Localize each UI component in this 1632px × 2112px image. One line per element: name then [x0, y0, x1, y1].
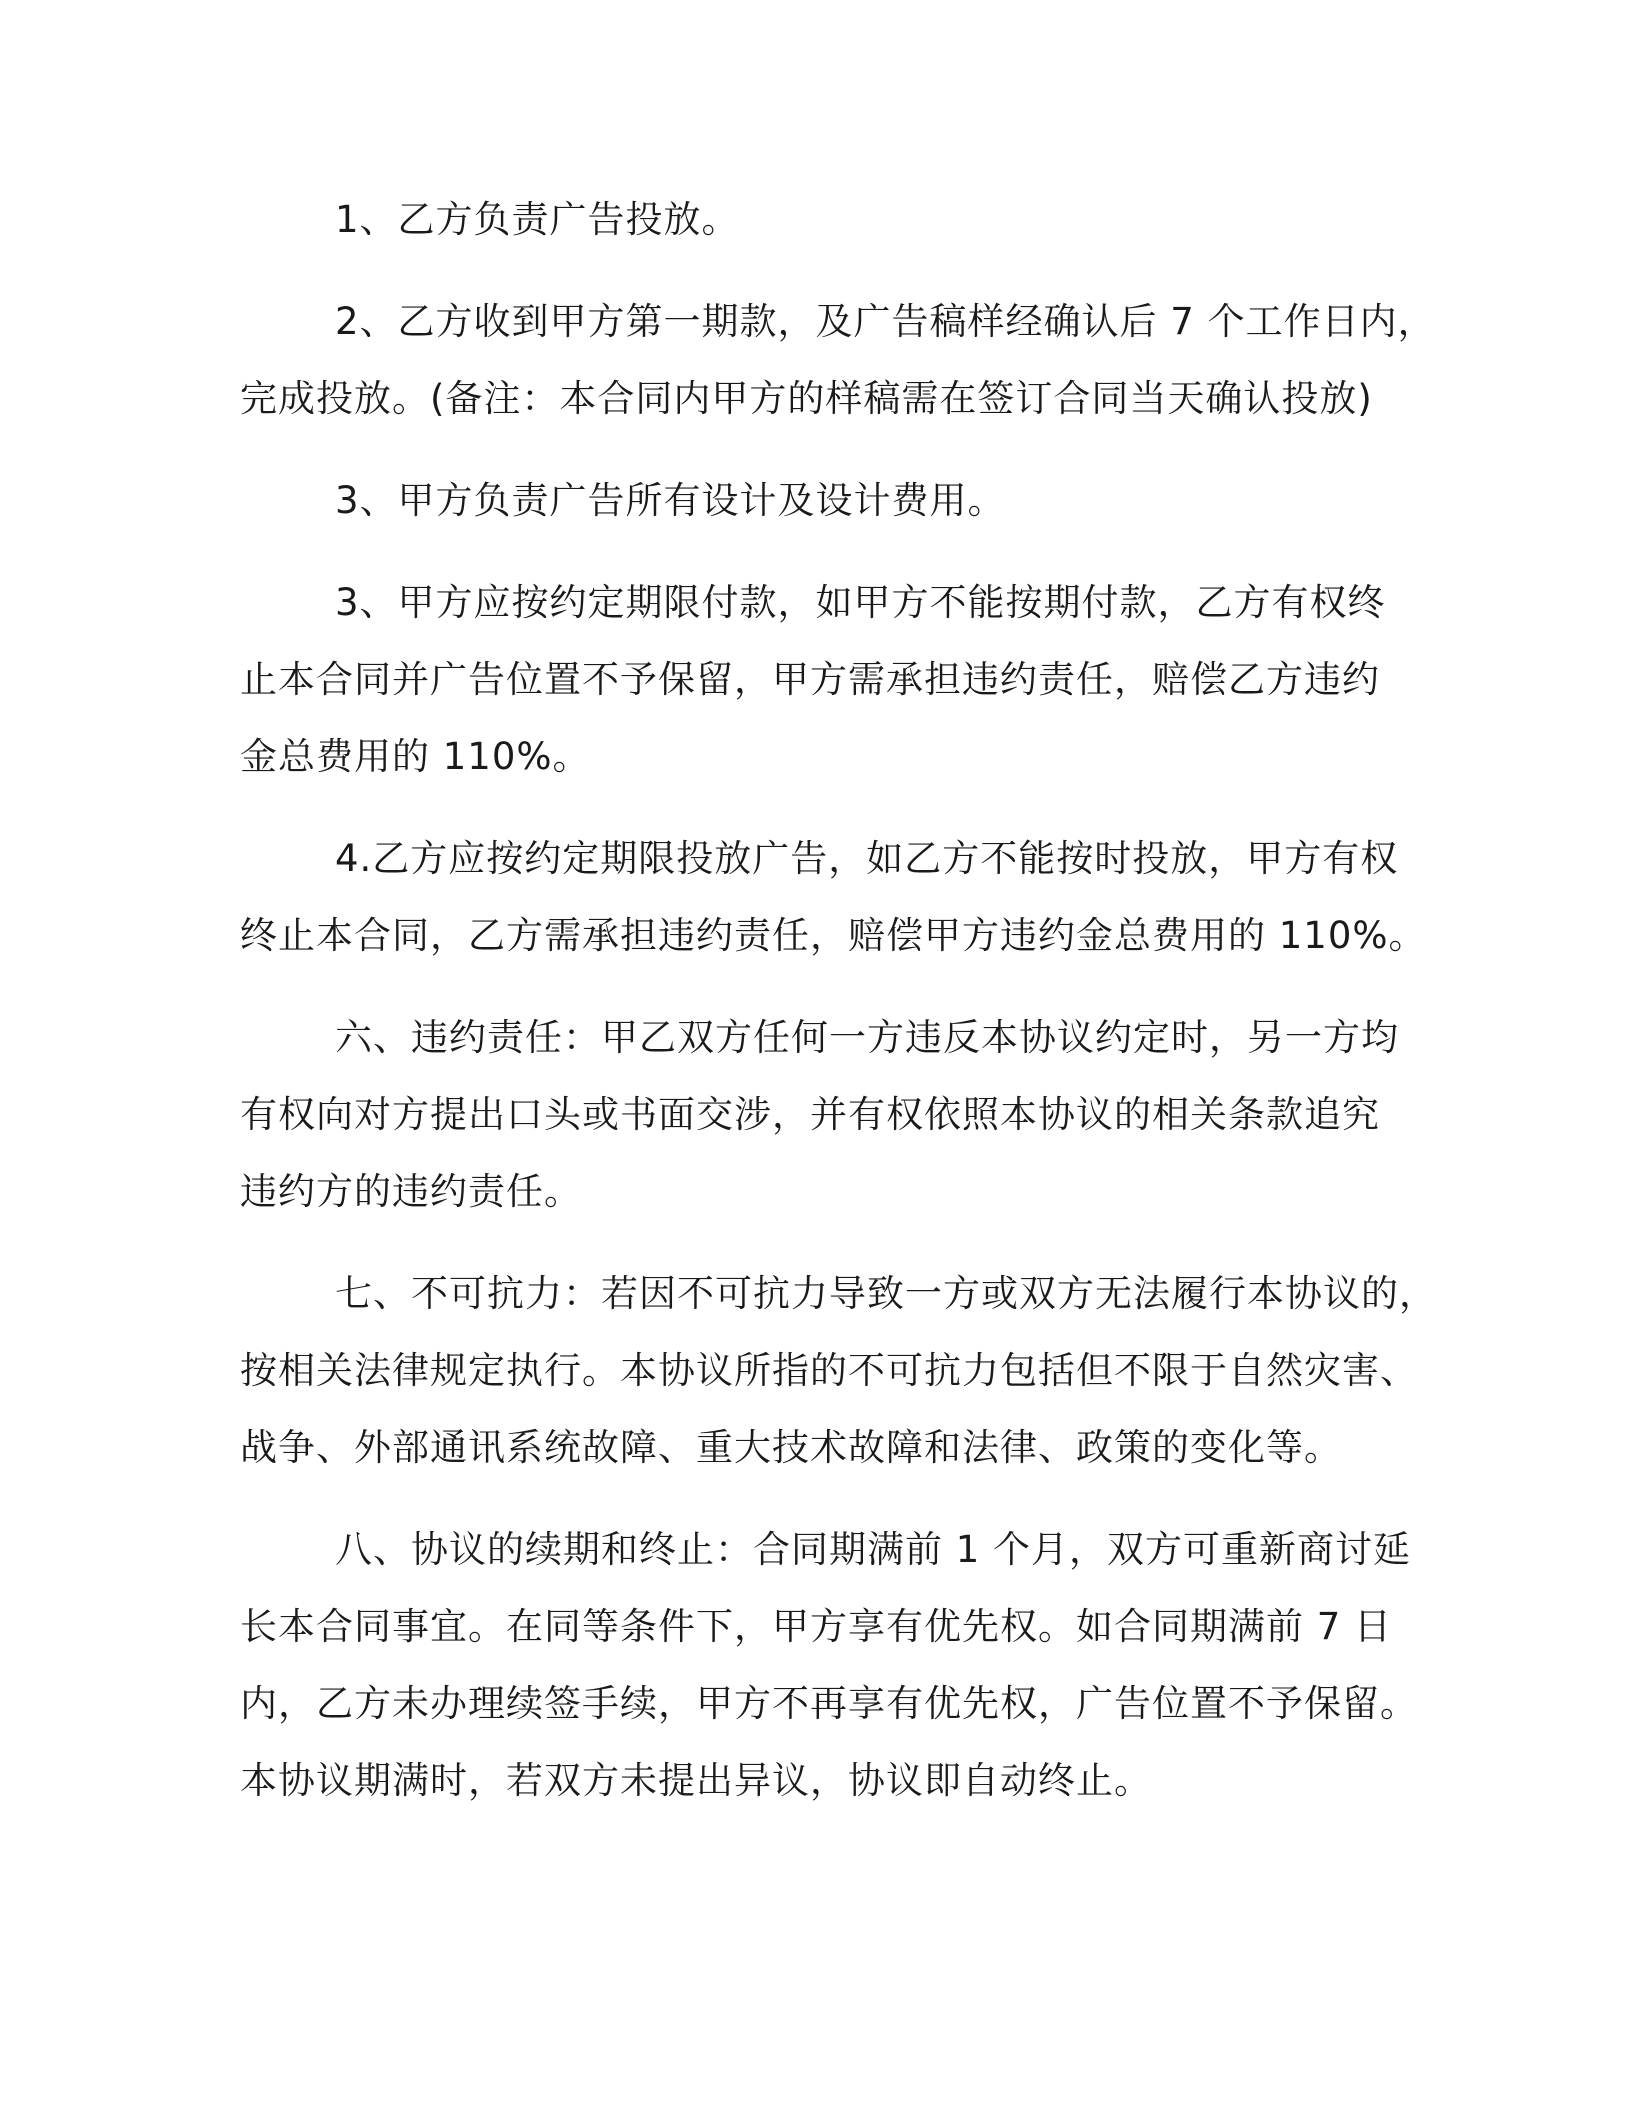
clause-text-line: 七、不可抗力：若因不可抗力导致一方或双方无法履行本协议的，	[335, 1272, 1437, 1315]
clause-text-line: 终止本合同，乙方需承担违约责任，赔偿甲方违约金总费用的 110%。	[240, 914, 1427, 957]
clause-text-line: 1、乙方负责广告投放。	[335, 198, 740, 241]
clause-text-line: 3、甲方负责广告所有设计及设计费用。	[335, 479, 1006, 522]
clause-text-line: 内，乙方未办理续签手续，甲方不再享有优先权，广告位置不予保留。	[240, 1682, 1418, 1725]
clause-text-line: 八、协议的续期和终止：合同期满前 1 个月，双方可重新商讨延	[335, 1528, 1412, 1571]
clause-text-line: 4.乙方应按约定期限投放广告，如乙方不能按时投放，甲方有权	[335, 837, 1399, 880]
clause-text-line: 战争、外部通讯系统故障、重大技术故障和法律、政策的变化等。	[240, 1426, 1342, 1469]
clause-text-line: 有权向对方提出口头或书面交涉，并有权依照本协议的相关条款追究	[240, 1093, 1380, 1136]
clause-text-line: 按相关法律规定执行。本协议所指的不可抗力包括但不限于自然灾害、	[240, 1349, 1418, 1392]
clause-text-line: 2、乙方收到甲方第一期款，及广告稿样经确认后 7 个工作日内，	[335, 300, 1436, 343]
clause-text-line: 完成投放。(备注：本合同内甲方的样稿需在签订合同当天确认投放)	[240, 377, 1373, 420]
clause-text-line: 金总费用的 110%。	[240, 735, 591, 778]
clause-text-line: 六、违约责任：甲乙双方任何一方违反本协议约定时，另一方均	[335, 1016, 1399, 1059]
clause-text-line: 3、甲方应按约定期限付款，如甲方不能按期付款，乙方有权终	[335, 581, 1386, 624]
clause-text-line: 违约方的违约责任。	[240, 1170, 582, 1213]
clause-text-line: 止本合同并广告位置不予保留，甲方需承担违约责任，赔偿乙方违约	[240, 658, 1380, 701]
clause-text-line: 长本合同事宜。在同等条件下，甲方享有优先权。如合同期满前 7 日	[240, 1605, 1393, 1648]
clause-text-line: 本协议期满时，若双方未提出异议，协议即自动终止。	[240, 1759, 1152, 1802]
